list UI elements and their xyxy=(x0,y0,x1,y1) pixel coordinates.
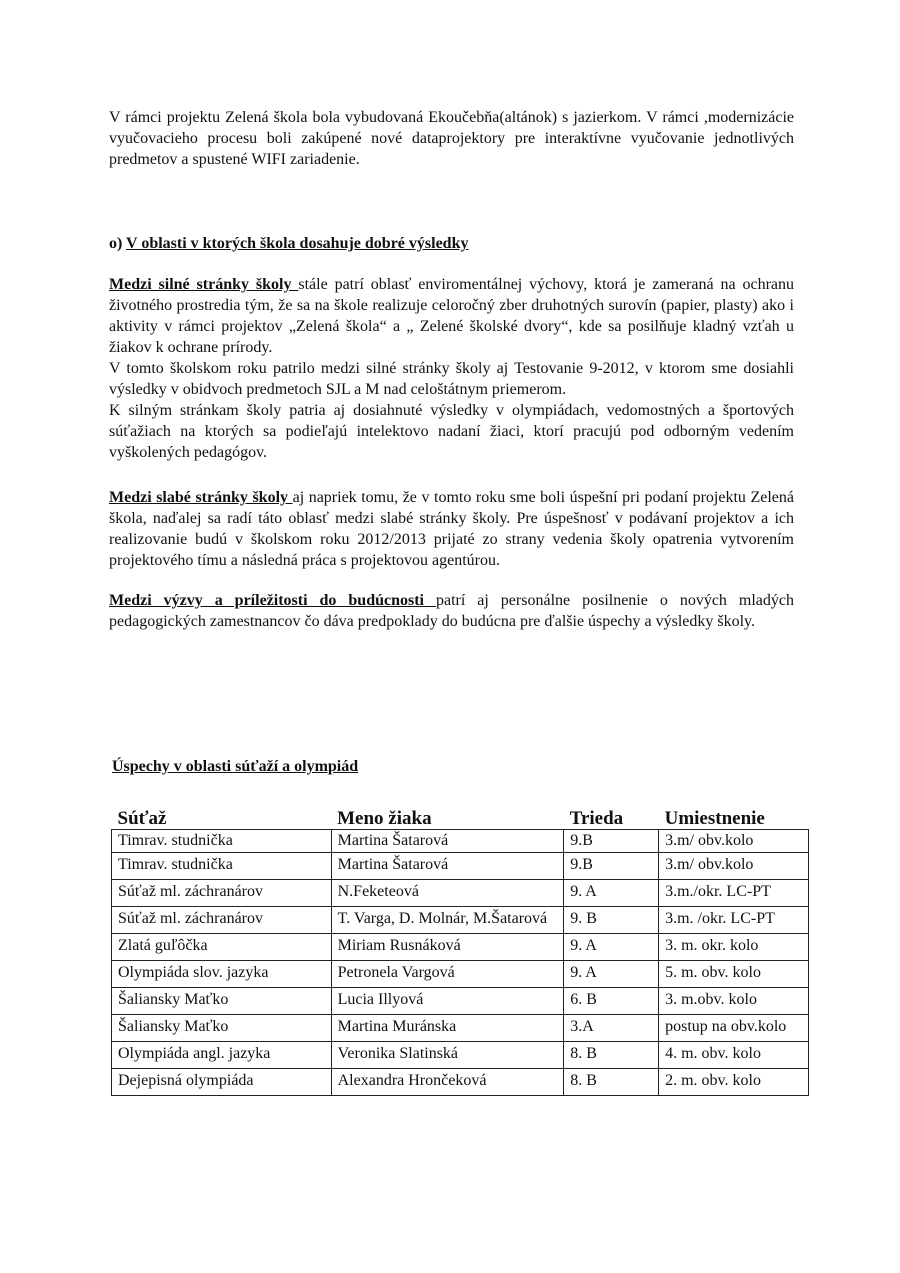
cell-student-name: Alexandra Hrončeková xyxy=(331,1069,564,1096)
cell-student-name: Petronela Vargová xyxy=(331,961,564,988)
cell-placement: 3.m/ obv.kolo xyxy=(659,853,809,880)
cell-placement: 3. m.obv. kolo xyxy=(659,988,809,1015)
cell-competition: Zlatá guľôčka xyxy=(112,934,332,961)
cell-student-name: N.Feketeová xyxy=(331,880,564,907)
cell-class: 9. A xyxy=(564,880,659,907)
strengths-lead: Medzi silné stránky školy xyxy=(109,276,299,293)
cell-student-name: Martina Šatarová xyxy=(331,830,564,853)
section-heading xyxy=(109,233,468,254)
olympiad-paragraph: K silným stránkam školy patria aj dosiahnuté výsledky v olympiádach, vedomostných a športových súťažiach na ktorých sa podieľajú intelektovo nadaní žiaci, ktorí pracujú pod odborným vedením vyškolených pedagógov. xyxy=(109,402,794,461)
cell-placement: 3.m./okr. LC-PT xyxy=(659,880,809,907)
opportunities-text: patrí aj personálne posilnenie o nových mladých pedagogických zamestnancov čo dáva predpoklady do budúcna pre ďalšie úspechy a výsledky školy. xyxy=(109,592,794,630)
cell-placement: 3.m/ obv.kolo xyxy=(659,830,809,853)
table-row xyxy=(112,961,809,988)
header-student-name: Meno žiaka xyxy=(337,808,432,829)
cell-competition: Šaliansky Maťko xyxy=(112,988,332,1015)
cell-competition: Dejepisná olympiáda xyxy=(112,1069,332,1096)
cell-competition: Olympiáda angl. jazyka xyxy=(112,1042,332,1069)
table-row xyxy=(112,830,809,853)
cell-placement: 3. m. okr. kolo xyxy=(659,934,809,961)
cell-competition: Olympiáda slov. jazyka xyxy=(112,961,332,988)
cell-class: 9.B xyxy=(564,853,659,880)
cell-student-name: Miriam Rusnáková xyxy=(331,934,564,961)
cell-placement: 5. m. obv. kolo xyxy=(659,961,809,988)
cell-competition: Šaliansky Maťko xyxy=(112,1015,332,1042)
cell-class: 9. A xyxy=(564,934,659,961)
header-class: Trieda xyxy=(569,808,624,829)
cell-placement: 3.m. /okr. LC-PT xyxy=(659,907,809,934)
cell-student-name: Martina Šatarová xyxy=(331,853,564,880)
cell-placement: postup na obv.kolo xyxy=(659,1015,809,1042)
cell-class: 9.B xyxy=(564,830,659,853)
table-row xyxy=(112,934,809,961)
cell-class: 9. B xyxy=(564,907,659,934)
intro-paragraph: V rámci projektu Zelená škola bola vybudovaná Ekoučebňa(altánok) s jazierkom. V rámci ,modernizácie vyučovacieho procesu boli zakúpené nové dataprojektory pre interaktívne vyučovanie jednotlivých predmetov a spustené WIFI zariadenie. xyxy=(109,109,794,168)
strengths-text: stále patrí oblasť enviromentálnej výchovy, ktorá je zameraná na ochranu životného prostredia tým, že sa na škole realizuje celoročný zber druhotných surovín (papier, plasty) ako i aktivity v rámci projektov „Zelená škola“ a „ Zelené školské dvory“, kde sa posilňuje kladný vzťah u žiakov k ochrane prírody. xyxy=(109,276,794,356)
opportunities-paragraph xyxy=(109,590,794,632)
cell-student-name: T. Varga, D. Molnár, M.Šatarová xyxy=(331,907,564,934)
cell-class: 8. B xyxy=(564,1069,659,1096)
strengths-paragraph xyxy=(109,274,794,358)
section-marker: o) xyxy=(109,235,127,252)
results-section-title: Úspechy v oblasti súťaží a olympiád xyxy=(112,758,359,775)
table-row xyxy=(112,1069,809,1096)
section-title: V oblasti v ktorých škola dosahuje dobré výsledky xyxy=(126,235,469,252)
table-row xyxy=(112,880,809,907)
cell-class: 6. B xyxy=(564,988,659,1015)
cell-student-name: Martina Muránska xyxy=(331,1015,564,1042)
table-row xyxy=(112,1042,809,1069)
cell-competition: Súťaž ml. záchranárov xyxy=(112,880,332,907)
weaknesses-paragraph xyxy=(109,487,794,571)
header-competition: Súťaž xyxy=(117,808,167,829)
cell-competition: Timrav. studnička xyxy=(112,853,332,880)
table-header-row xyxy=(112,802,809,830)
opportunities-lead: Medzi výzvy a príležitosti do budúcnosti xyxy=(109,592,436,609)
cell-competition: Súťaž ml. záchranárov xyxy=(112,907,332,934)
cell-class: 3.A xyxy=(564,1015,659,1042)
results-table xyxy=(111,802,809,1096)
testing-paragraph: V tomto školskom roku patrilo medzi silné stránky školy aj Testovanie 9-2012, v ktorom sme dosiahli výsledky v obidvoch predmetoch SJL a M nad celoštátnym priemerom. xyxy=(109,360,794,398)
table-row xyxy=(112,907,809,934)
table-row xyxy=(112,1015,809,1042)
cell-student-name: Lucia Illyová xyxy=(331,988,564,1015)
table-row xyxy=(112,853,809,880)
cell-competition: Timrav. studnička xyxy=(112,830,332,853)
header-placement: Umiestnenie xyxy=(664,808,765,829)
cell-class: 8. B xyxy=(564,1042,659,1069)
cell-class: 9. A xyxy=(564,961,659,988)
weaknesses-lead: Medzi slabé stránky školy xyxy=(109,489,293,506)
table-row xyxy=(112,988,809,1015)
weaknesses-text: aj napriek tomu, že v tomto roku sme boli úspešní pri podaní projektu Zelená škola, naďalej sa radí táto oblasť medzi slabé stránky školy. Pre úspešnosť v podávaní projektov a ich realizovanie budú v školskom roku 2012/2013 prijaté zo strany vedenia školy opatrenia vytvorením projektového tímu a následná práca s projektovou agentúrou. xyxy=(109,489,795,569)
cell-placement: 2. m. obv. kolo xyxy=(659,1069,809,1096)
cell-placement: 4. m. obv. kolo xyxy=(659,1042,809,1069)
cell-student-name: Veronika Slatinská xyxy=(331,1042,564,1069)
